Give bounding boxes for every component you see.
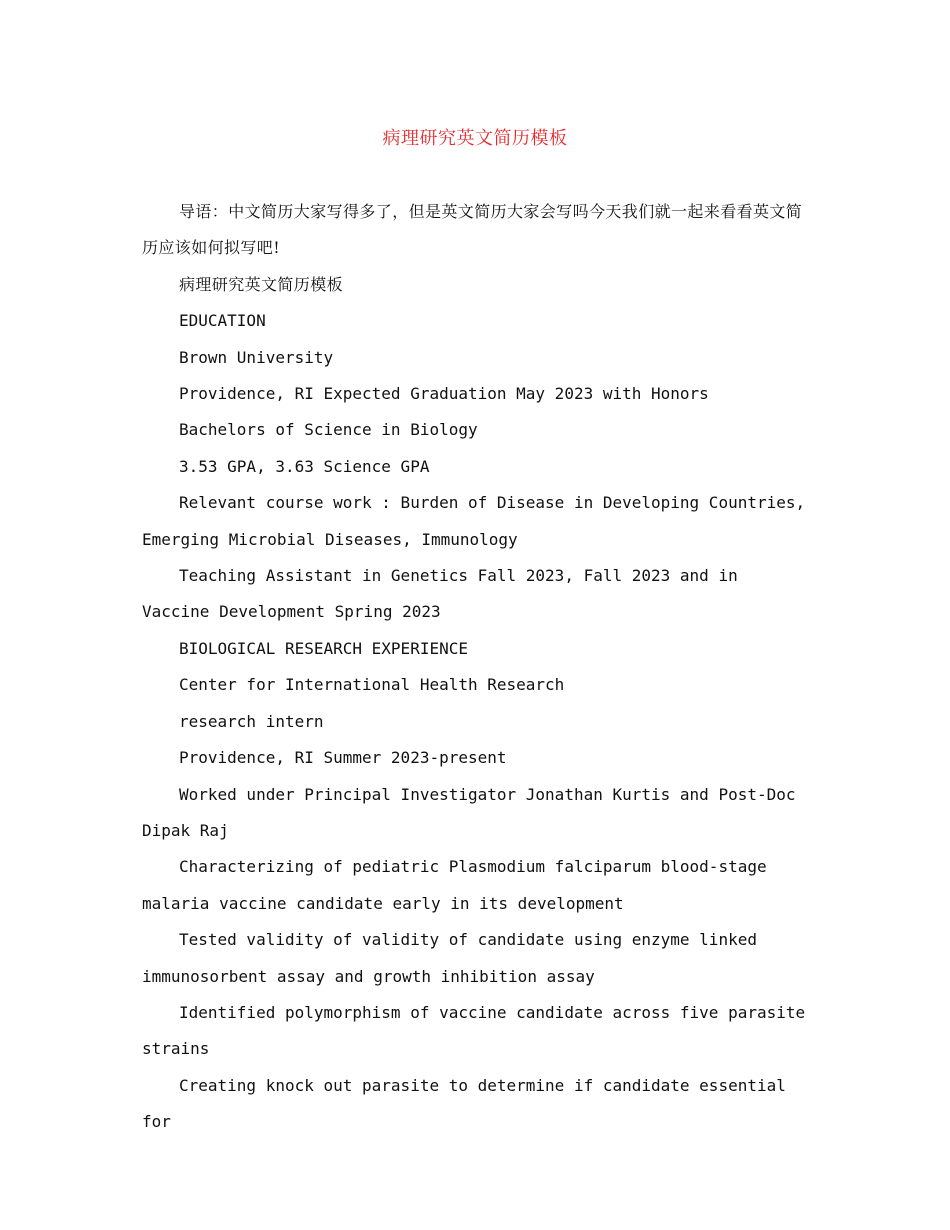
section-heading-education: EDUCATION — [179, 311, 266, 331]
research-item-tested: Tested validity of validity of candidate using enzyme linked immunosorbent assay and growth inhibition assay — [142, 930, 757, 986]
university-name: Brown University — [179, 347, 334, 367]
research-item-polymorphism: Identified polymorphism of vaccine candidate across five parasite strains — [142, 1002, 806, 1059]
research-supervisors: Worked under Principal Investigator Jonathan Kurtis and Post-Doc Dipak Raj — [142, 784, 796, 840]
document-title: 病理研究英文简历模板 — [382, 128, 568, 149]
subtitle-paragraph: 病理研究英文简历模板 — [179, 274, 344, 294]
coursework-paragraph: Relevant course work : Burden of Disease in Developing Countries, Emerging Microbial Diseases, Immunology — [142, 493, 806, 549]
document-body — [142, 194, 812, 1141]
research-item-characterizing: Characterizing of pediatric Plasmodium falciparum blood-stage malaria vaccine candidate early in its development — [142, 857, 767, 913]
research-location-date: Providence, RI Summer 2023-present — [179, 748, 507, 768]
degree-line: Bachelors of Science in Biology — [179, 420, 478, 440]
section-heading-research: BIOLOGICAL RESEARCH EXPERIENCE — [179, 638, 468, 658]
gpa-line: 3.53 GPA, 3.63 Science GPA — [179, 456, 430, 476]
research-center-name: Center for International Health Research — [179, 675, 565, 695]
teaching-assistant-paragraph: Teaching Assistant in Genetics Fall 2023, Fall 2023 and in Vaccine Development Spring 2023 — [142, 566, 738, 622]
research-role: research intern — [179, 711, 324, 731]
research-item-knockout: Creating knock out parasite to determine if candidate essential for — [142, 1075, 786, 1132]
education-location-date: Providence, RI Expected Graduation May 2023 with Honors — [179, 384, 709, 404]
intro-paragraph: 导语：中文简历大家写得多了，但是英文简历大家会写吗今天我们就一起来看看英文简历应该如何拟写吧! — [142, 202, 803, 258]
